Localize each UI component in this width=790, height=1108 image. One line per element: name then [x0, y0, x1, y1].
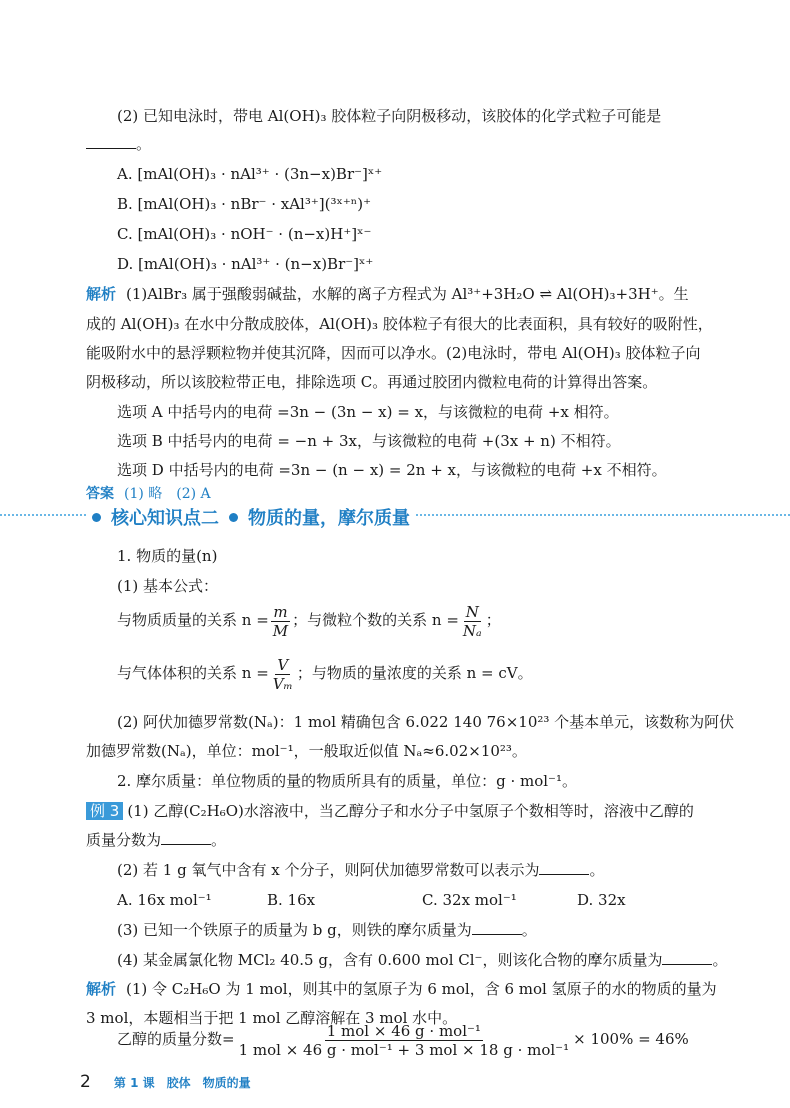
analysis2-line2: 3 mol，本题相当于把 1 mol 乙醇溶解在 3 mol 水中。	[86, 1009, 458, 1027]
answer-blank	[161, 830, 211, 845]
footer-title: 第 1 课 胶体 物质的量	[113, 1076, 251, 1090]
section-title-right: 物质的量，摩尔质量	[248, 508, 410, 529]
example3-q3: (3) 已知一个铁原子的质量为 b g，则铁的摩尔质量为 。	[117, 921, 537, 939]
q2-stem-line2: 。	[86, 134, 151, 154]
analysis1-line2: 成的 Al(OH)₃ 在水中分散成胶体，Al(OH)₃ 胶体粒子有很大的比表面积，具有较好的吸附性，	[86, 315, 713, 333]
body-p3a: (2) 阿伏加德罗常数(Nₐ)：1 mol 精确包含 6.022 140 76×10²³ 个基本单元，该数称为阿伏	[117, 713, 735, 731]
analysis-label: 解析	[86, 980, 117, 998]
option-c: C. 32x mol⁻¹	[422, 891, 517, 909]
page-footer	[80, 1072, 251, 1092]
formula-line1: 与物质质量的关系 n = $\frac{m}{M}$ ；与微粒个数的关系 n = $\frac{N}{\text{Nₐ}}$ ；	[117, 602, 501, 640]
q2-stem-line1: (2) 已知电泳时，带电 Al(OH)₃ 胶体粒子向阴极移动，该胶体的化学式粒子可能是	[117, 107, 662, 125]
fraction: $\frac{N}{\text{Nₐ}}$	[462, 602, 482, 640]
section-heading	[86, 505, 416, 529]
body-p3b: 加德罗常数(Nₐ)，单位：mol⁻¹，一般取近似值 Nₐ≈6.02×10²³。	[86, 742, 527, 760]
example3-q1-line2: 质量分数为 。	[86, 831, 227, 849]
example-tag: 例 3	[86, 802, 123, 820]
mass-fraction-result: × 100% = 46%	[573, 1030, 689, 1048]
answer-blank	[662, 950, 712, 965]
section-title-left: 核心知识点二	[111, 508, 219, 529]
body-p4: 2. 摩尔质量：单位物质的量的物质所具有的质量，单位：g · mol⁻¹。	[117, 772, 577, 790]
analysis2-line1: 解析 (1) 令 C₂H₆O 为 1 mol，则其中的氢原子为 6 mol，含 6 mol 氢原子的水的物质的量为	[86, 980, 717, 998]
mass-fraction-formula-wrap	[117, 1020, 689, 1059]
answer-label: 答案	[86, 486, 114, 502]
analysis1-line3: 能吸附水中的悬浮颗粒物并使其沉降，因而可以净水。(2)电泳时，带电 Al(OH)₃ 胶体粒子向	[86, 344, 701, 362]
answer-blank	[539, 860, 589, 875]
example3-q2: (2) 若 1 g 氧气中含有 x 个分子，则阿伏加德罗常数可以表示为 。	[117, 861, 605, 879]
analysis-label: 解析	[86, 285, 117, 303]
option-b: B. 16x	[267, 891, 316, 909]
example3-q2-options	[117, 890, 626, 910]
fraction-numerator: 1 mol × 46 g · mol⁻¹	[326, 1021, 481, 1040]
analysis1-line1: 解析 (1)AlBr₃ 属于强酸弱碱盐，水解的离子方程式为 Al³⁺+3H₂O ⇌ Al(OH)₃+3H⁺。生	[86, 285, 689, 303]
analysis1-line7: 选项 D 中括号内的电荷 =3n − (n − x) = 2n + x，与该微粒的电荷 +x 不相符。	[117, 461, 667, 479]
answer-blank	[472, 920, 522, 935]
option-d: D. 32x	[577, 891, 626, 909]
formula-line2: 与气体体积的关系 n = $\frac{V}{\text{Vₘ}}$ ；与物质的量浓度的关系 n = cV。	[117, 655, 533, 693]
q2-option-a: A. [mAl(OH)₃ · nAl³⁺ · (3n−x)Br⁻]ˣ⁺	[117, 165, 383, 183]
example3-q1-line1: 例 3 (1) 乙醇(C₂H₆O)水溶液中，当乙醇分子和水分子中氢原子个数相等时，溶液中乙醇的	[86, 801, 694, 821]
analysis1-line6: 选项 B 中括号内的电荷 = −n + 3x，与该微粒的电荷 +(3x + n) 不相符。	[117, 432, 621, 450]
analysis1-line4: 阴极移动，所以该胶粒带正电，排除选项 C。再通过胶团内微粒电荷的计算得出答案。	[86, 373, 658, 391]
example3-q4: (4) 某金属氯化物 MCl₂ 40.5 g，含有 0.600 mol Cl⁻，则该化合物的摩尔质量为 。	[117, 951, 728, 969]
bullet-icon	[92, 513, 101, 522]
analysis1-line5: 选项 A 中括号内的电荷 =3n − (3n − x) = x，与该微粒的电荷 +x 相符。	[117, 403, 619, 421]
bullet-icon	[229, 513, 238, 522]
option-a: A. 16x mol⁻¹	[117, 891, 212, 909]
q2-option-c: C. [mAl(OH)₃ · nOH⁻ · (n−x)H⁺]ˣ⁻	[117, 225, 372, 243]
fraction: $\frac{V}{\text{Vₘ}}$	[272, 655, 293, 693]
fraction: $\frac{m}{M}$	[272, 602, 289, 640]
fraction-denominator: 1 mol × 46 g · mol⁻¹ + 3 mol × 18 g · mol⁻¹	[238, 1040, 570, 1059]
answer-blank	[86, 134, 136, 149]
body-p2: (1) 基本公式：	[117, 577, 219, 595]
q2-option-d: D. [mAl(OH)₃ · nAl³⁺ · (n−x)Br⁻]ˣ⁺	[117, 255, 374, 273]
page-number: 2	[80, 1072, 91, 1092]
answer-line: 答案 (1) 略 (2) A	[86, 486, 211, 502]
mass-fraction-label: 乙醇的质量分数=	[117, 1030, 235, 1048]
q2-option-b: B. [mAl(OH)₃ · nBr⁻ · xAl³⁺](³ˣ⁺ⁿ)⁺	[117, 195, 372, 213]
mass-fraction	[237, 1022, 572, 1059]
body-p1: 1. 物质的量(n)	[117, 547, 218, 565]
